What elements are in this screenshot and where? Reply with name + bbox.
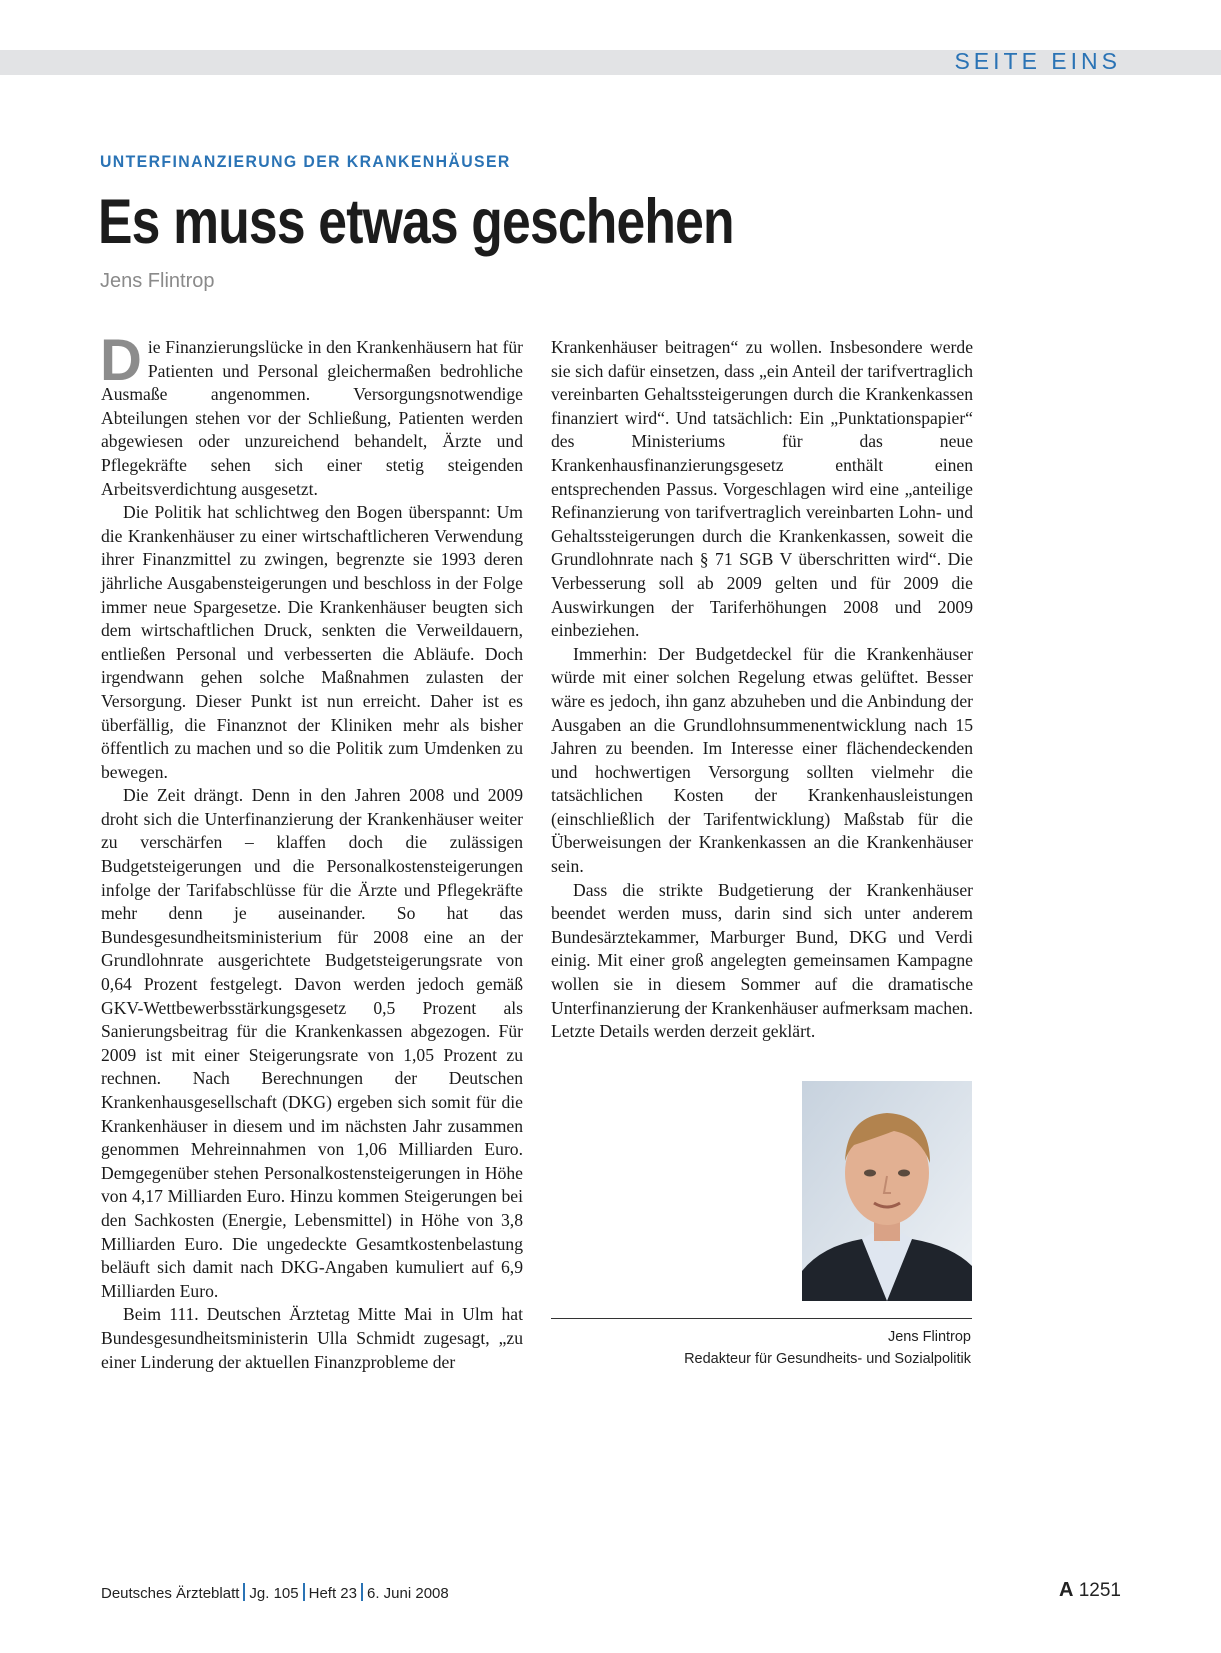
drop-cap: D <box>100 328 142 393</box>
page-prefix: A <box>1058 1579 1074 1601</box>
text-column-left <box>100 328 523 1374</box>
text-column-right <box>551 336 973 1044</box>
article-kicker: UNTERFINANZIERUNG DER KRANKENHÄUSER <box>100 152 511 171</box>
page-number-value: 1251 <box>1078 1580 1121 1601</box>
journal-issue: Heft 23 <box>308 1585 357 1602</box>
article-title: Es muss etwas geschehen <box>98 187 734 257</box>
footer-separator <box>303 1583 305 1601</box>
footer-separator <box>361 1583 363 1601</box>
footer-separator <box>243 1583 245 1601</box>
article-author: Jens Flintrop <box>100 270 215 292</box>
author-photo <box>802 1081 972 1301</box>
caption-role: Redakteur für Gesundheits- und Sozialpolitik <box>684 1351 971 1367</box>
author-portrait-image <box>802 1081 972 1301</box>
body-paragraph: Die Politik hat schlichtweg den Bogen überspannt: Um die Krankenhäuser zu einer wirtschaftlicheren Verwendung ihrer Finanzmittel zu zwingen, begrenzte sie 1993 deren jährliche Ausgabensteigerungen und beschloss in der Folge immer neue Spargesetze. Die Krankenhäuser beugten sich dem wirtschaftlichen Druck, senkten die Verweildauern, entließen Personal und verbesserten die Abläufe. Doch irgendwann gehen solche Maßnahmen zulasten der Versorgung. Dieser Punkt ist nun erreicht. Daher ist es überfällig, die Finanznot der Kliniken mehr als bisher öffentlich zu machen und so die Politik zum Umdenken zu bewegen. <box>101 502 523 782</box>
section-label: SEITE EINS <box>954 48 1121 74</box>
body-paragraph: Die Finanzierungslücke in den Krankenhäusern hat für Patienten und Personal gleichermaßen bedrohliche Ausmaße angenommen. Versorgungsnotwendige Abteilungen stehen vor der Schließung, Patienten werden abgewiesen oder unzureichend behandelt, Ärzte und Pflegekräfte sehen sich einer stetig steigenden Arbeitsverdichtung ausgesetzt. <box>100 328 523 499</box>
journal-name: Deutsches Ärzteblatt <box>101 1585 240 1602</box>
body-paragraph: Beim 111. Deutschen Ärztetag Mitte Mai in Ulm hat Bundesgesundheitsministerin Ulla Schmidt zugesagt, „zu einer Linderung der aktuellen Finanzprobleme der <box>101 1304 523 1372</box>
page-footer <box>101 1583 449 1602</box>
journal-volume: Jg. 105 <box>249 1585 299 1602</box>
page-number <box>1059 1579 1121 1602</box>
photo-caption <box>684 1326 971 1370</box>
body-paragraph: Immerhin: Der Budgetdeckel für die Krankenhäuser würde mit einer solchen Regelung etwas gelüftet. Besser wäre es jedoch, ihn ganz abzuheben und die Anbindung der Ausgaben an die Grundlohnsummenentwicklung nach 15 Jahren zu beenden. Im Interesse einer flächendeckenden und hochwertigen Versorgung sollten vielmehr die tatsächlichen Kosten der Krankenhausleistungen (einschließlich der Tarifentwicklung) Maßstab für die Überweisungen der Krankenkassen an die Krankenhäuser sein. <box>551 643 973 877</box>
journal-date: 6. Juni 2008 <box>367 1585 449 1602</box>
body-paragraph: Die Zeit drängt. Denn in den Jahren 2008 und 2009 droht sich die Unterfinanzierung der Krankenhäuser weiter zu verschärfen – klaffen doch die zulässigen Budgetsteigerungen und die Personalkostensteigerungen infolge der Tarifabschlüsse für die Ärzte und Pflegekräfte mehr denn je auseinander. So hat das Bundesgesundheitsministerium für 2008 eine an der Grundlohnrate ausgerichtete Budgetsteigerungsrate von 0,64 Prozent festgelegt. Davon werden jedoch gemäß GKV-Wettbewerbsstärkungsgesetz 0,5 Prozent als Sanierungsbeitrag für die Krankenkassen abgezogen. Für 2009 ist mit einer Steigerungsrate von 1,05 Prozent zu rechnen. Nach Berechnungen der Deutschen Krankenhausgesellschaft (DKG) ergeben sich somit für die Krankenhäuser in diesem und im nächsten Jahr zusammen genommen Mehreinnahmen von 1,06 Milliarden Euro. Demgegenüber stehen Personalkostensteigerungen in Höhe von 4,17 Milliarden Euro. Hinzu kommen Steigerungen bei den Sachkosten (Energie, Lebensmittel) in Höhe von 3,8 Milliarden Euro. Die ungedeckte Gesamtkostenbelastung beläuft sich damit nach DKG-Angaben kumuliert auf 6,9 Milliarden Euro. <box>101 785 523 1301</box>
caption-name: Jens Flintrop <box>887 1329 971 1345</box>
body-paragraph: Krankenhäuser beitragen“ zu wollen. Insbesondere werde sie sich dafür einsetzen, dass „ein Anteil der tarifvertraglich vereinbarten Gehaltssteigerungen durch die Krankenkassen finanziert wird“. Und tatsächlich: Ein „Punktationspapier“ des Ministeriums für das neue Krankenhausfinanzierungsgesetz enthält einen entsprechenden Passus. Vorgeschlagen wird eine „anteilige Refinanzierung von tarifvertraglich vereinbarten Lohn- und Gehaltssteigerungen durch die Krankenkassen, soweit die Grundlohnrate nach § 71 SGB V überschritten wird“. Die Verbesserung soll ab 2009 gelten und für 2009 die Auswirkungen der Tariferhöhungen 2008 und 2009 einbeziehen. <box>551 337 973 641</box>
body-paragraph: Dass die strikte Budgetierung der Krankenhäuser beendet werden muss, darin sind sich unter anderem Bundesärztekammer, Marburger Bund, DKG und Verdi einig. Mit einer groß angelegten gemeinsamen Kampagne wollen sie in diesem Sommer auf die dramatische Unterfinanzierung der Krankenhäuser aufmerksam machen. Letzte Details werden derzeit geklärt. <box>551 879 973 1042</box>
caption-divider <box>551 1318 972 1319</box>
